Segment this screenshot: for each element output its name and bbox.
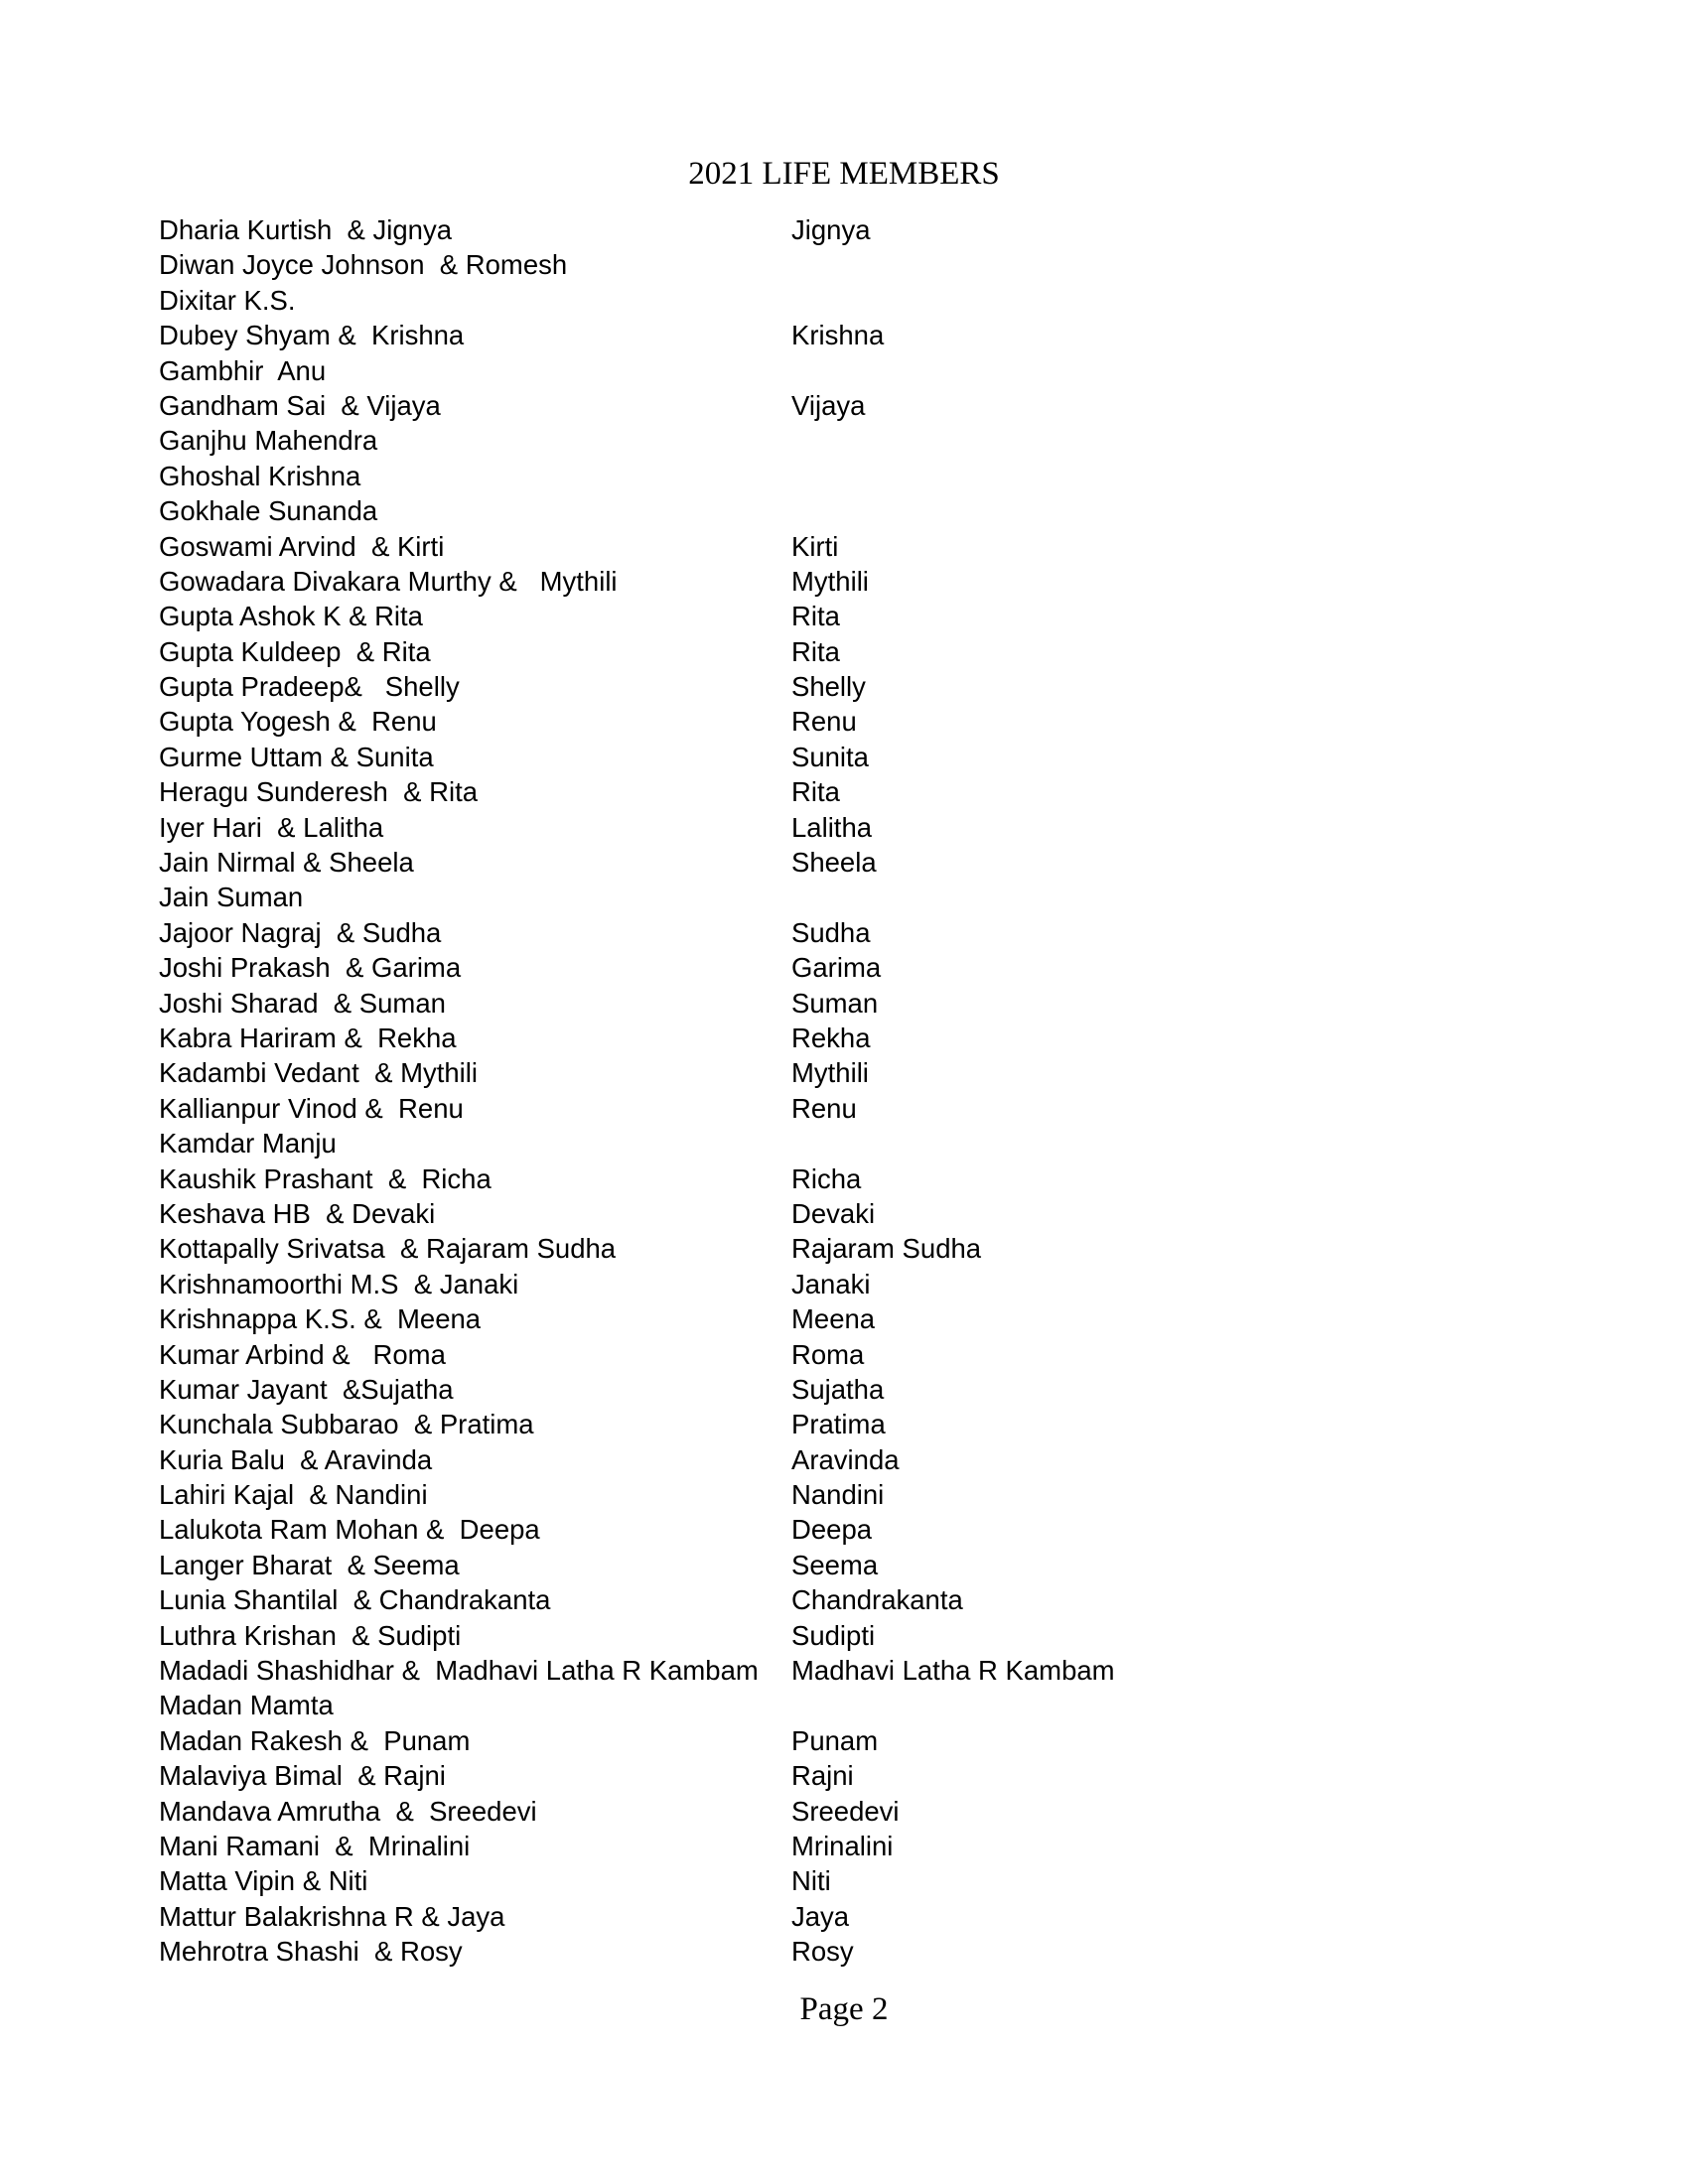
member-spouse: Renu — [791, 1092, 857, 1124]
member-spouse: Rajaram Sudha — [791, 1233, 982, 1265]
member-spouse: Mythili — [791, 565, 869, 597]
member-spouse: Renu — [791, 706, 857, 738]
member-spouse: Roma — [791, 1338, 865, 1370]
list-item — [159, 1231, 1549, 1266]
member-spouse: Sujatha — [791, 1373, 885, 1405]
page-number: Page 2 — [799, 1991, 889, 2027]
member-spouse: Richa — [791, 1162, 862, 1194]
member-name: Keshava HB & Devaki — [159, 1197, 436, 1229]
member-spouse: Sheela — [791, 847, 877, 879]
member-name: Kottapally Srivatsa & Rajaram Sudha — [159, 1233, 617, 1265]
member-spouse — [791, 1688, 1549, 1722]
member-name: Malaviya Bimal & Rajni — [159, 1760, 446, 1792]
member-name: Kunchala Subbarao & Pratima — [159, 1409, 534, 1440]
member-name: Kumar Jayant &Sujatha — [159, 1373, 454, 1405]
list-item — [159, 634, 1549, 669]
list-item — [159, 880, 1549, 914]
member-name: Kallianpur Vinod & Renu — [159, 1092, 464, 1124]
member-name: Madan Mamta — [159, 1690, 334, 1721]
member-name: Diwan Joyce Johnson & Romesh — [159, 249, 568, 281]
list-item — [159, 704, 1549, 739]
list-item — [159, 1512, 1549, 1547]
member-spouse: Kirti — [791, 530, 839, 562]
list-item — [159, 1794, 1549, 1829]
member-name: Kadambi Vedant & Mythili — [159, 1057, 479, 1089]
list-item — [159, 950, 1549, 985]
member-spouse: Rosy — [791, 1936, 854, 1968]
list-item — [159, 1407, 1549, 1441]
list-item — [159, 1758, 1549, 1793]
member-spouse: Sunita — [791, 741, 869, 772]
list-item — [159, 283, 1549, 318]
list-item — [159, 810, 1549, 845]
member-name: Lunia Shantilal & Chandrakanta — [159, 1584, 551, 1616]
member-spouse: Shelly — [791, 671, 866, 703]
member-spouse: Krishna — [791, 320, 885, 351]
member-spouse — [791, 423, 1549, 458]
member-spouse: Rita — [791, 601, 840, 632]
member-name: Kuria Balu & Aravinda — [159, 1443, 433, 1475]
list-item — [159, 1126, 1549, 1160]
member-name: Heragu Sunderesh & Rita — [159, 776, 479, 808]
member-spouse: Sreedevi — [791, 1795, 900, 1827]
list-item — [159, 212, 1549, 247]
member-spouse — [791, 1126, 1549, 1160]
list-item — [159, 1372, 1549, 1407]
member-name: Gowadara Divakara Murthy & Mythili — [159, 565, 618, 597]
member-name: Jain Suman — [159, 882, 304, 913]
member-spouse — [791, 493, 1549, 528]
member-spouse: Rajni — [791, 1760, 854, 1792]
member-spouse: Madhavi Latha R Kambam — [791, 1655, 1115, 1687]
list-item — [159, 1863, 1549, 1898]
list-item — [159, 1582, 1549, 1617]
member-name: Lalukota Ram Mohan & Deepa — [159, 1514, 540, 1546]
list-item — [159, 1337, 1549, 1372]
member-name: Ganjhu Mahendra — [159, 425, 378, 457]
member-name: Lahiri Kajal & Nandini — [159, 1479, 428, 1511]
member-spouse: Deepa — [791, 1514, 873, 1546]
list-item — [159, 599, 1549, 633]
member-name: Gupta Kuldeep & Rita — [159, 635, 431, 667]
member-spouse: Sudha — [791, 916, 871, 948]
member-spouse: Garima — [791, 952, 882, 984]
member-spouse — [791, 459, 1549, 493]
list-item — [159, 1196, 1549, 1231]
list-item — [159, 1021, 1549, 1055]
member-name: Gandham Sai & Vijaya — [159, 389, 441, 421]
member-spouse — [791, 247, 1549, 282]
list-item — [159, 493, 1549, 528]
member-spouse: Pratima — [791, 1409, 886, 1440]
member-name: Mani Ramani & Mrinalini — [159, 1830, 471, 1861]
member-name: Kabra Hariram & Rekha — [159, 1022, 457, 1053]
member-name: Kumar Arbind & Roma — [159, 1338, 446, 1370]
member-spouse: Suman — [791, 987, 879, 1019]
list-item — [159, 423, 1549, 458]
list-item — [159, 1829, 1549, 1863]
member-spouse: Rekha — [791, 1022, 871, 1053]
list-item — [159, 1091, 1549, 1126]
member-spouse — [791, 353, 1549, 388]
member-spouse: Aravinda — [791, 1443, 900, 1475]
list-item — [159, 740, 1549, 774]
member-name: Mehrotra Shashi & Rosy — [159, 1936, 463, 1968]
members-list — [159, 212, 1549, 1970]
list-item — [159, 986, 1549, 1021]
member-spouse: Janaki — [791, 1268, 871, 1299]
member-spouse — [791, 880, 1549, 914]
list-item — [159, 247, 1549, 282]
member-spouse: Chandrakanta — [791, 1584, 963, 1616]
member-spouse: Devaki — [791, 1197, 876, 1229]
member-name: Mattur Balakrishna R & Jaya — [159, 1900, 505, 1932]
list-item — [159, 353, 1549, 388]
list-item — [159, 1934, 1549, 1969]
member-name: Gupta Pradeep& Shelly — [159, 671, 460, 703]
member-spouse: Niti — [791, 1865, 831, 1897]
member-name: Krishnappa K.S. & Meena — [159, 1303, 482, 1335]
list-item — [159, 1055, 1549, 1090]
page-title: 2021 LIFE MEMBERS — [688, 156, 1000, 192]
member-spouse: Rita — [791, 776, 840, 808]
list-item — [159, 915, 1549, 950]
member-name: Jain Nirmal & Sheela — [159, 847, 414, 879]
member-name: Mandava Amrutha & Sreedevi — [159, 1795, 537, 1827]
member-name: Gupta Ashok K & Rita — [159, 601, 423, 632]
list-item — [159, 669, 1549, 704]
member-spouse: Meena — [791, 1303, 876, 1335]
list-item — [159, 1653, 1549, 1688]
member-name: Dubey Shyam & Krishna — [159, 320, 465, 351]
member-spouse — [791, 283, 1549, 318]
list-item — [159, 1301, 1549, 1336]
list-item — [159, 1618, 1549, 1653]
list-item — [159, 1477, 1549, 1512]
list-item — [159, 1442, 1549, 1477]
list-item — [159, 388, 1549, 423]
member-spouse: Seema — [791, 1549, 879, 1580]
list-item — [159, 1688, 1549, 1722]
list-item — [159, 1723, 1549, 1758]
member-name: Goswami Arvind & Kirti — [159, 530, 445, 562]
member-name: Gokhale Sunanda — [159, 495, 378, 527]
list-item — [159, 459, 1549, 493]
member-name: Gambhir Anu — [159, 354, 327, 386]
member-name: Madadi Shashidhar & Madhavi Latha R Kambam — [159, 1655, 759, 1687]
member-spouse: Jignya — [791, 214, 871, 245]
list-item — [159, 1267, 1549, 1301]
member-name: Gurme Uttam & Sunita — [159, 741, 434, 772]
list-item — [159, 529, 1549, 564]
list-item — [159, 1899, 1549, 1934]
member-name: Joshi Sharad & Suman — [159, 987, 446, 1019]
member-spouse: Mythili — [791, 1057, 869, 1089]
list-item — [159, 845, 1549, 880]
member-name: Iyer Hari & Lalitha — [159, 811, 384, 843]
member-spouse: Punam — [791, 1724, 879, 1756]
member-spouse: Lalitha — [791, 811, 873, 843]
member-name: Dharia Kurtish & Jignya — [159, 214, 452, 245]
member-spouse: Nandini — [791, 1479, 885, 1511]
member-name: Krishnamoorthi M.S & Janaki — [159, 1268, 519, 1299]
member-spouse: Jaya — [791, 1900, 850, 1932]
member-spouse: Sudipti — [791, 1619, 876, 1651]
member-name: Kaushik Prashant & Richa — [159, 1162, 492, 1194]
list-item — [159, 564, 1549, 599]
member-spouse: Mrinalini — [791, 1830, 894, 1861]
member-name: Joshi Prakash & Garima — [159, 952, 462, 984]
member-name: Dixitar K.S. — [159, 284, 296, 316]
member-name: Gupta Yogesh & Renu — [159, 706, 437, 738]
member-name: Luthra Krishan & Sudipti — [159, 1619, 462, 1651]
member-name: Matta Vipin & Niti — [159, 1865, 368, 1897]
member-name: Ghoshal Krishna — [159, 460, 361, 491]
member-name: Jajoor Nagraj & Sudha — [159, 916, 442, 948]
member-spouse: Rita — [791, 635, 840, 667]
member-name: Langer Bharat & Seema — [159, 1549, 460, 1580]
member-spouse: Vijaya — [791, 389, 866, 421]
list-item — [159, 318, 1549, 352]
list-item — [159, 774, 1549, 809]
list-item — [159, 1161, 1549, 1196]
list-item — [159, 1548, 1549, 1582]
member-name: Kamdar Manju — [159, 1128, 337, 1160]
member-name: Madan Rakesh & Punam — [159, 1724, 471, 1756]
